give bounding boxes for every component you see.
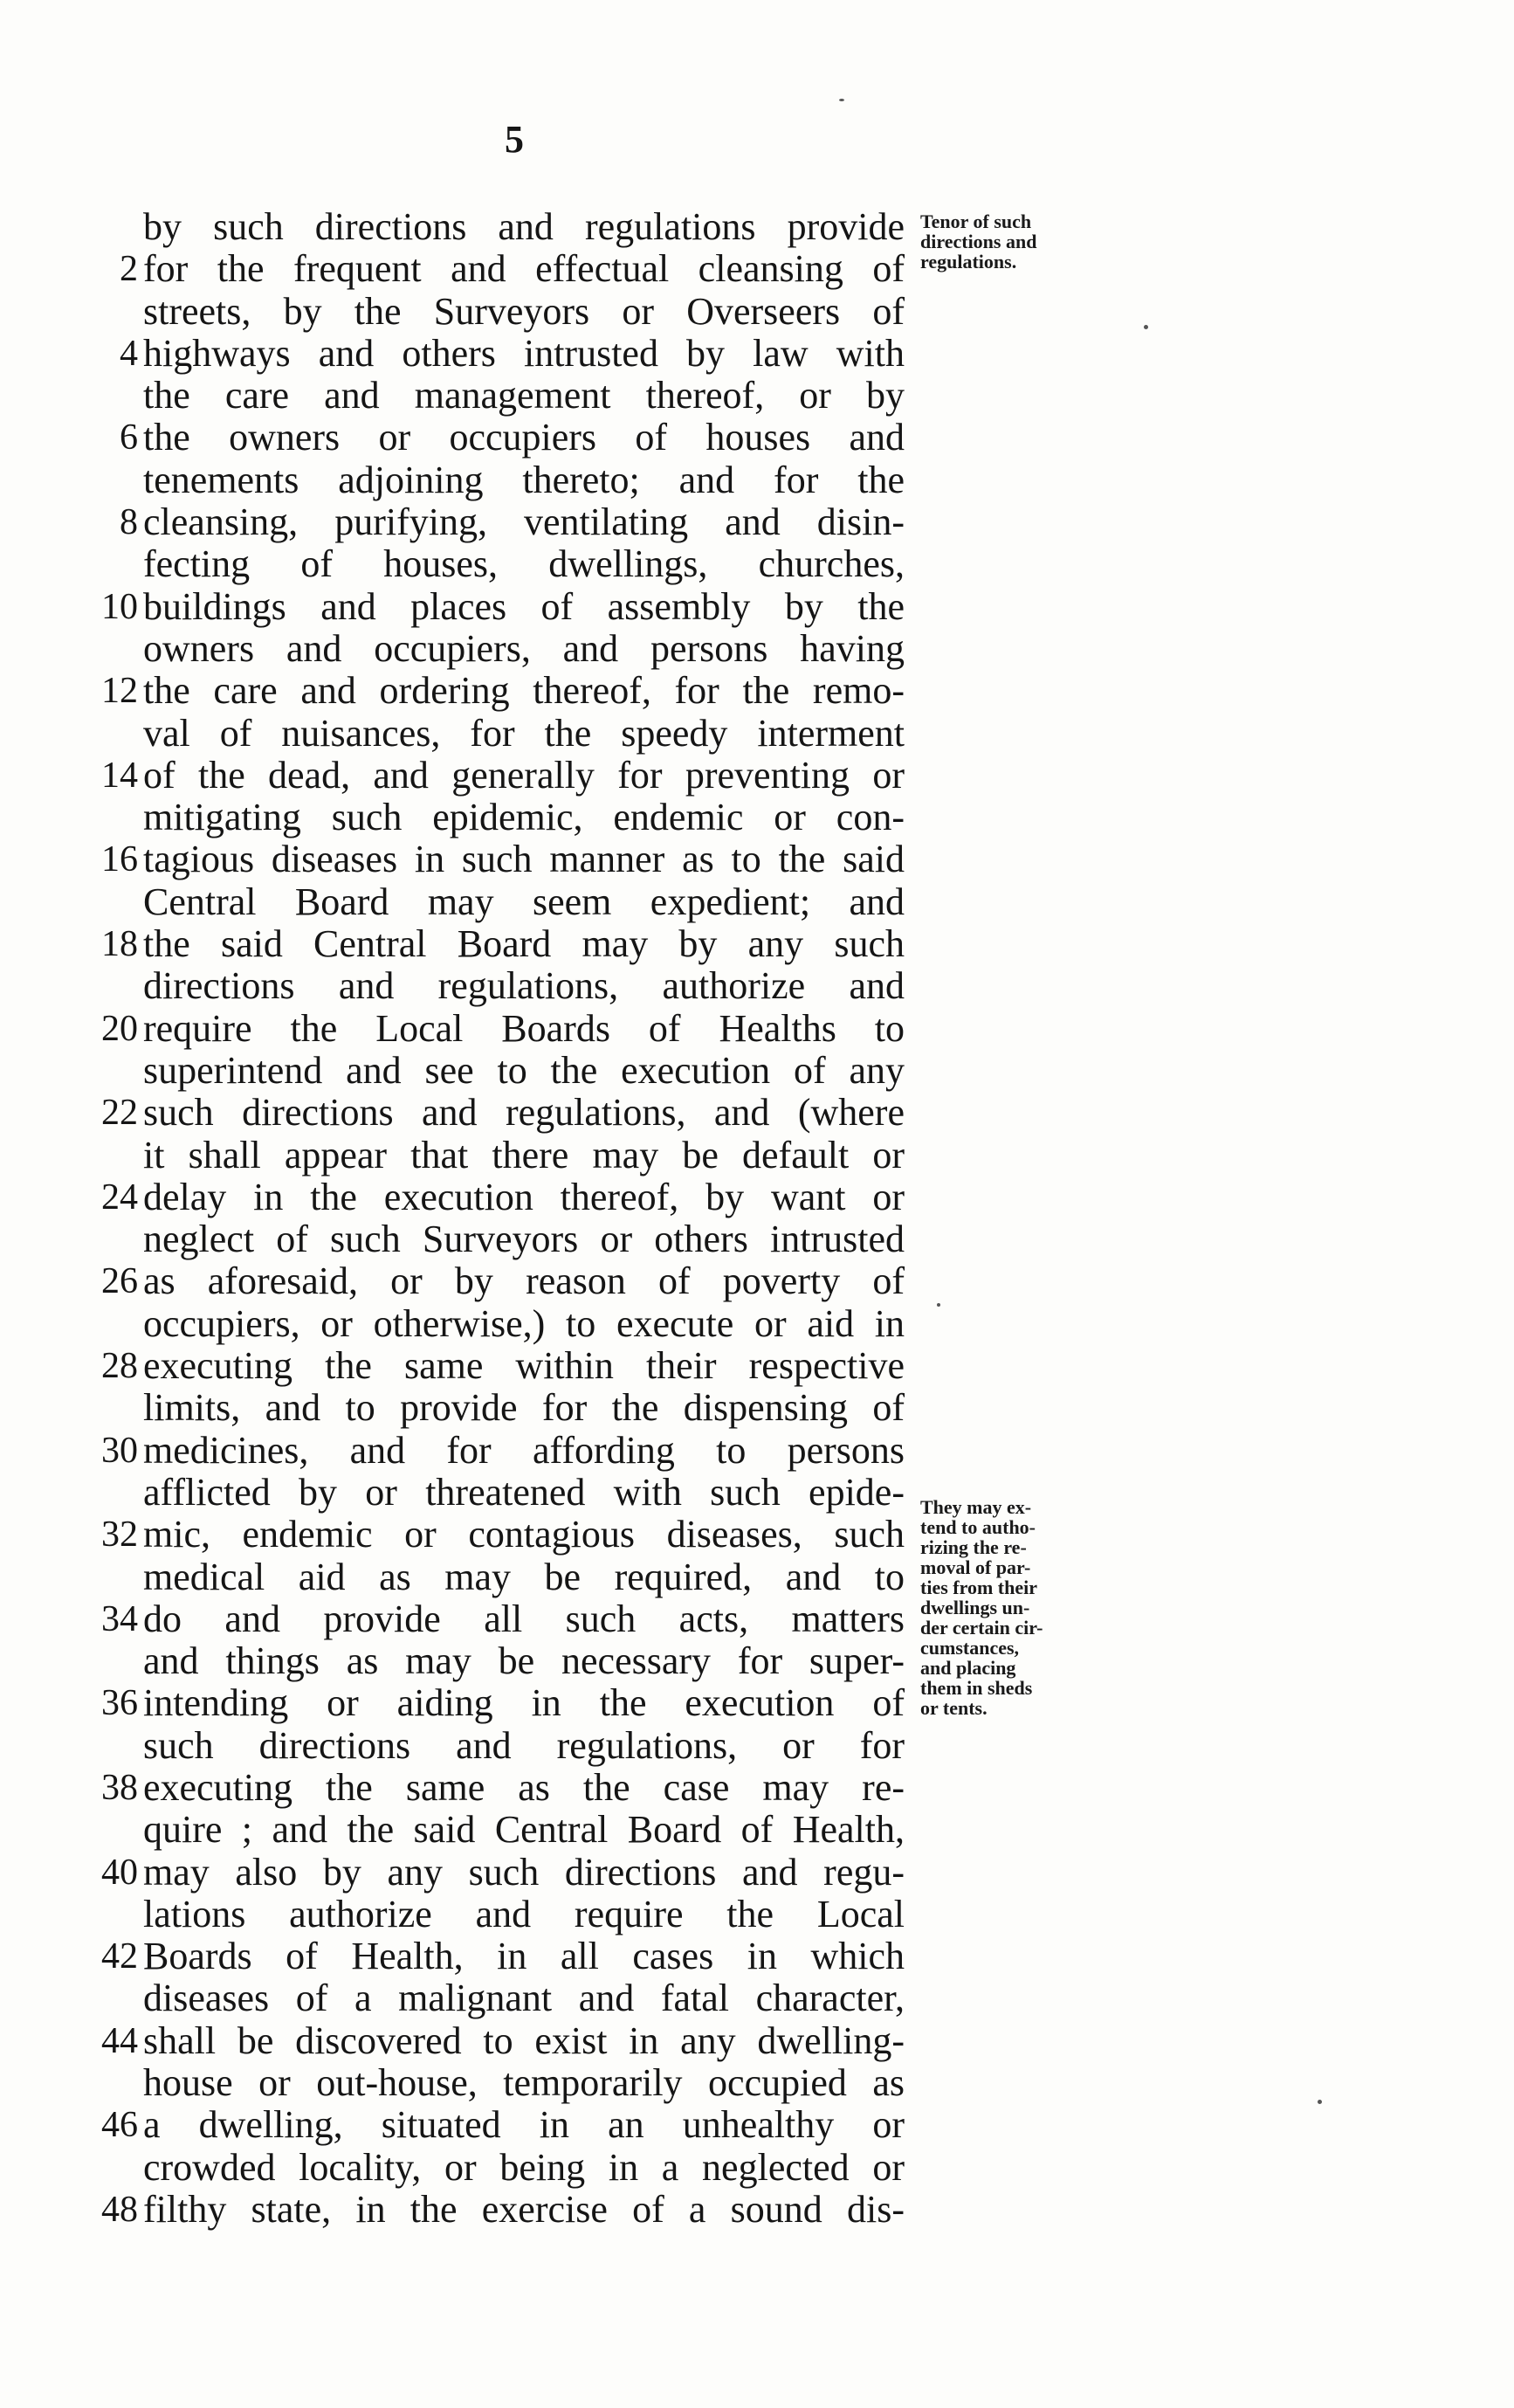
line-text: Boards of Health, in all cases in which <box>143 1935 905 1978</box>
line-number: 6 <box>120 417 138 459</box>
text-line <box>66 1008 905 1050</box>
body-text <box>66 206 905 2231</box>
line-text: of the dead, and generally for preventing or <box>143 753 905 797</box>
text-line <box>66 1472 905 1514</box>
line-text: by such directions and regulations provide <box>143 205 905 248</box>
line-number: 18 <box>101 924 138 965</box>
line-text: a dwelling, situated in an unhealthy or <box>143 2103 905 2147</box>
print-speck <box>937 1303 940 1307</box>
line-text: such directions and regulations, and (where <box>143 1091 905 1135</box>
line-text: intending or aiding in the execution of <box>143 1681 905 1725</box>
line-number: 36 <box>101 1683 138 1724</box>
line-text: executing the same as the case may re- <box>143 1765 905 1809</box>
line-text: afflicted by or threatened with such epide- <box>143 1470 905 1514</box>
margin-note-line: cumstances, <box>920 1637 1020 1659</box>
line-text: and things as may be necessary for super- <box>143 1639 905 1683</box>
text-line <box>66 1556 905 1598</box>
text-line <box>66 1894 905 1935</box>
line-text: the care and ordering thereof, for the remo- <box>143 669 905 713</box>
line-text: filthy state, in the exercise of a sound dis- <box>143 2187 905 2231</box>
line-number: 20 <box>101 1008 138 1049</box>
line-number: 40 <box>101 1852 138 1893</box>
line-number: 26 <box>101 1261 138 1302</box>
line-text: mitigating such epidemic, endemic or con- <box>143 796 905 839</box>
line-text: crowded locality, or being in a neglected or <box>143 2145 905 2189</box>
text-line <box>66 1176 905 1218</box>
text-line <box>66 1640 905 1682</box>
line-number: 2 <box>120 249 138 290</box>
line-text: fecting of houses, dwellings, churches, <box>143 542 905 586</box>
line-text: directions and regulations, authorize and <box>143 964 905 1008</box>
line-number: 12 <box>101 671 138 712</box>
line-text: superintend and see to the execution of any <box>143 1048 905 1092</box>
line-text: it shall appear that there may be default or <box>143 1133 905 1176</box>
text-line <box>66 375 905 417</box>
text-line <box>66 923 905 965</box>
margin-note-line: dwellings un- <box>920 1597 1030 1618</box>
print-speck <box>1144 325 1148 329</box>
text-line <box>66 1682 905 1724</box>
text-line <box>66 797 905 838</box>
text-line <box>66 543 905 585</box>
print-speck <box>1318 2100 1322 2104</box>
line-text: as aforesaid, or by reason of poverty of <box>143 1259 905 1303</box>
line-number: 4 <box>120 333 138 374</box>
text-line <box>66 1852 905 1894</box>
text-line <box>66 333 905 375</box>
line-text: require the Local Boards of Healths to <box>143 1006 905 1050</box>
line-text: Central Board may seem expedient; and <box>143 880 905 923</box>
text-line <box>66 628 905 670</box>
line-text: the owners or occupiers of houses and <box>143 416 905 459</box>
line-text: the care and management thereof, or by <box>143 374 905 417</box>
line-number: 32 <box>101 1514 138 1556</box>
text-line <box>66 755 905 797</box>
text-line <box>66 670 905 712</box>
line-number: 22 <box>101 1093 138 1134</box>
line-number: 24 <box>101 1176 138 1218</box>
line-text: tagious diseases in such manner as to the said <box>143 838 905 881</box>
line-number: 28 <box>101 1346 138 1387</box>
margin-note-line: directions and <box>920 231 1037 252</box>
text-line <box>66 713 905 755</box>
line-text: medicines, and for affording to persons <box>143 1428 905 1472</box>
margin-note-line: or tents. <box>920 1697 988 1719</box>
line-text: owners and occupiers, and persons having <box>143 626 905 670</box>
text-line <box>66 1345 905 1387</box>
text-line <box>66 1092 905 1134</box>
text-line <box>66 2020 905 2062</box>
text-line <box>66 838 905 880</box>
text-line <box>66 1935 905 1977</box>
text-line <box>66 417 905 459</box>
line-text: house or out-house, temporarily occupied as <box>143 2061 905 2105</box>
line-number: 10 <box>101 586 138 627</box>
line-text: for the frequent and effectual cleansing of <box>143 247 905 291</box>
page-number: 5 <box>505 118 524 161</box>
margin-note-line: rizing the re- <box>920 1536 1027 1558</box>
margin-note-line: and placing <box>920 1657 1016 1679</box>
text-line <box>66 1050 905 1092</box>
line-number: 38 <box>101 1767 138 1808</box>
margin-note-line: ties from their <box>920 1577 1037 1598</box>
line-text: do and provide all such acts, matters <box>143 1597 905 1640</box>
text-line <box>66 206 905 248</box>
line-text: delay in the execution thereof, by want or <box>143 1175 905 1218</box>
line-text: such directions and regulations, or for <box>143 1723 905 1767</box>
text-line <box>66 1725 905 1767</box>
line-number: 46 <box>101 2105 138 2146</box>
text-line <box>66 965 905 1007</box>
text-line <box>66 586 905 628</box>
text-line <box>66 291 905 333</box>
line-text: may also by any such directions and regu- <box>143 1850 905 1894</box>
margin-note-line: moval of par- <box>920 1556 1031 1578</box>
text-line <box>66 1135 905 1176</box>
margin-note-line: regulations. <box>920 251 1017 273</box>
text-line <box>66 1387 905 1429</box>
line-text: buildings and places of assembly by the <box>143 584 905 628</box>
line-text: occupiers, or otherwise,) to execute or aid in <box>143 1301 905 1345</box>
line-number: 14 <box>101 755 138 796</box>
line-number: 34 <box>101 1598 138 1639</box>
text-line <box>66 1218 905 1260</box>
line-number: 48 <box>101 2189 138 2230</box>
text-line <box>66 2062 905 2104</box>
line-number: 16 <box>101 839 138 880</box>
text-line <box>66 2147 905 2189</box>
line-text: mic, endemic or contagious diseases, such <box>143 1513 905 1556</box>
text-line <box>66 1809 905 1851</box>
line-text: cleansing, purifying, ventilating and disin- <box>143 500 905 544</box>
line-text: lations authorize and require the Local <box>143 1892 905 1935</box>
text-line <box>66 881 905 923</box>
line-text: highways and others intrusted by law with <box>143 331 905 375</box>
margin-note-line: They may ex- <box>920 1496 1032 1518</box>
line-text: diseases of a malignant and fatal character, <box>143 1977 905 2020</box>
line-text: shall be discovered to exist in any dwelling- <box>143 2018 905 2062</box>
text-line <box>66 1767 905 1809</box>
line-number: 8 <box>120 502 138 543</box>
line-text: val of nuisances, for the speedy interment <box>143 711 905 755</box>
margin-note-line: der certain cir- <box>920 1617 1043 1639</box>
text-line <box>66 2189 905 2231</box>
margin-note-line: Tenor of such <box>920 210 1032 232</box>
text-line <box>66 1598 905 1640</box>
print-speck <box>839 99 844 101</box>
line-number: 30 <box>101 1430 138 1471</box>
text-line <box>66 1977 905 2019</box>
line-text: streets, by the Surveyors or Overseers of <box>143 289 905 333</box>
text-line <box>66 501 905 543</box>
line-text: limits, and to provide for the dispensing of <box>143 1386 905 1430</box>
text-line <box>66 1430 905 1472</box>
line-text: executing the same within their respective <box>143 1344 905 1388</box>
line-text: tenements adjoining thereto; and for the <box>143 458 905 501</box>
text-line <box>66 248 905 290</box>
text-line <box>66 2104 905 2146</box>
line-text: quire ; and the said Central Board of Health, <box>143 1808 905 1852</box>
text-line <box>66 1303 905 1345</box>
line-text: the said Central Board may by any such <box>143 922 905 966</box>
text-line <box>66 1260 905 1302</box>
margin-note-line: them in sheds <box>920 1677 1033 1699</box>
text-line <box>66 459 905 501</box>
margin-note-line: tend to autho- <box>920 1516 1036 1538</box>
margin-note-tenor <box>920 211 1095 272</box>
line-text: neglect of such Surveyors or others intrusted <box>143 1218 905 1261</box>
line-text: medical aid as may be required, and to <box>143 1555 905 1598</box>
text-line <box>66 1514 905 1556</box>
line-number: 42 <box>101 1936 138 1977</box>
margin-note-removal <box>920 1497 1095 1718</box>
line-number: 44 <box>101 2020 138 2061</box>
